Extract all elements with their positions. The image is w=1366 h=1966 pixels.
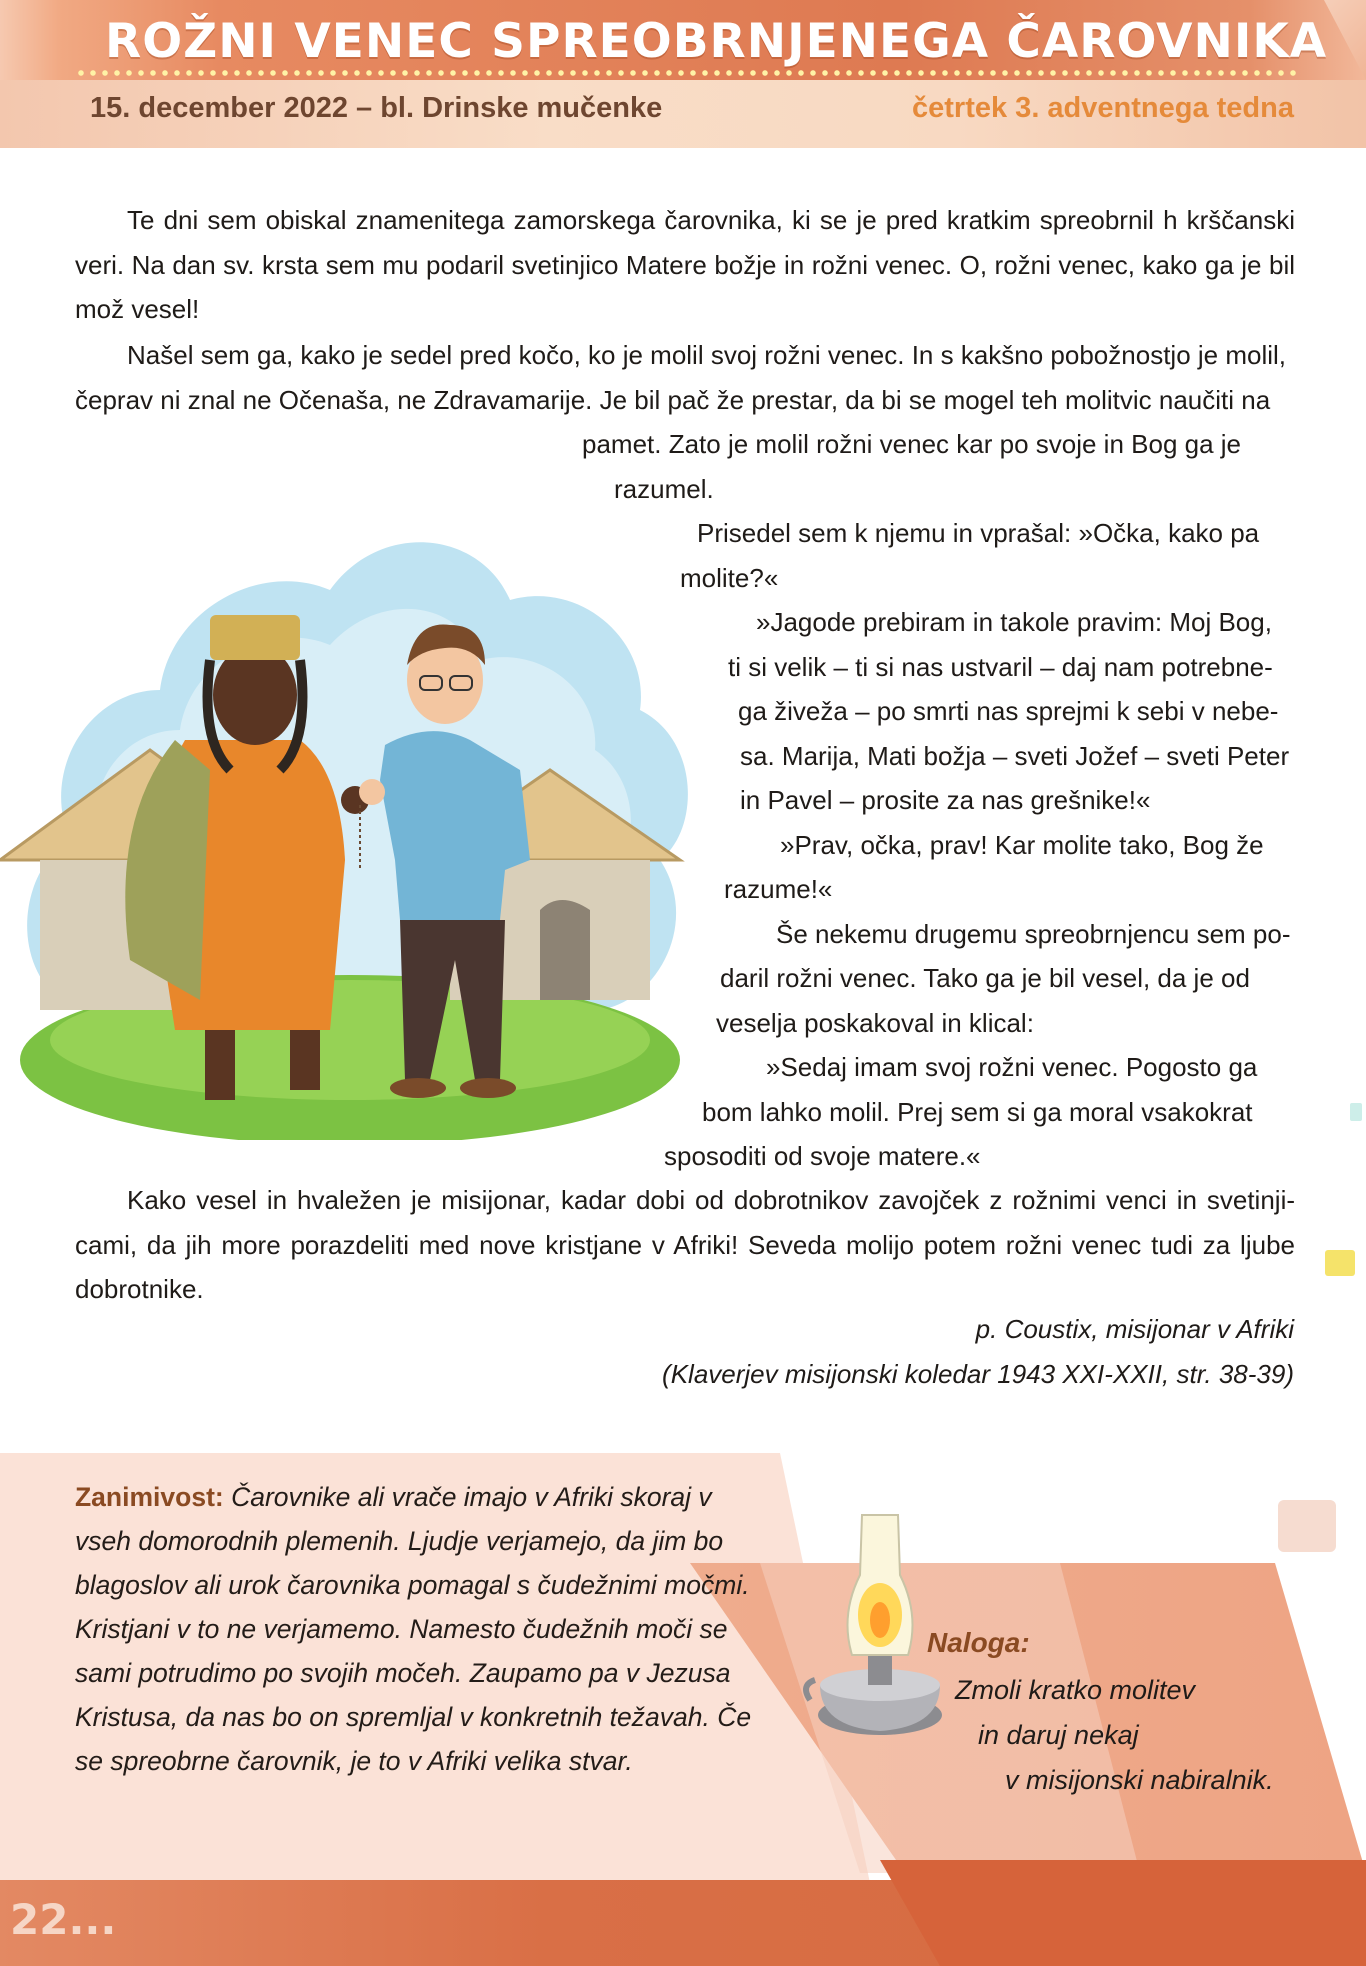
story-line: čeprav ni znal ne Očenaša, ne Zdravamarije. Je bil pač že prestar, da bi se mogel teh molitvic naučiti na — [75, 385, 1271, 415]
story-line: in Pavel – prosite za nas grešnike!« — [740, 785, 1151, 815]
story-line: ga živeža – po smrti nas sprejmi k sebi v nebe- — [738, 696, 1279, 726]
liturgical-day-label: četrtek 3. adventnega tedna — [912, 92, 1294, 124]
story-line: »Prav, očka, prav! Kar molite tako, Bog že — [780, 830, 1264, 860]
story-line: pamet. Zato je molil rožni venec kar po svoje in Bog ga je — [582, 429, 1242, 459]
story-line: veselja poskakoval in klical: — [716, 1008, 1034, 1038]
decorative-square — [1350, 1103, 1362, 1121]
missionary-and-sorcerer-illustration — [0, 440, 700, 1140]
story-line: razume!« — [724, 874, 833, 904]
naloga-label: Naloga: — [927, 1627, 1030, 1658]
date-label: 15. december 2022 – bl. Drinske mučenke — [90, 92, 663, 124]
page-title: ROŽNI VENEC SPREOBRNJENEGA ČAROVNIKA — [105, 14, 1328, 69]
story-line: molite?« — [680, 563, 779, 593]
source-citation: (Klaverjev misijonski koledar 1943 XXI-XXII, str. 38-39) — [662, 1359, 1294, 1389]
story-line: razumel. — [614, 474, 714, 504]
title-dotted-underline — [75, 70, 1300, 76]
story-line: Prisedel sem k njemu in vprašal: »Očka, kako pa — [697, 518, 1260, 548]
naloga-line: v misijonski nabiralnik. — [1005, 1765, 1274, 1795]
story-line: Še nekemu drugemu spreobrnjencu sem po- — [776, 919, 1291, 949]
zanimivost-text: Čarovnike ali vrače imajo v Afriki skoraj v vseh domorodnih plemenih. Ljudje verjamejo, da jim bo blagoslov ali urok čarovnika pomagal s čudežnimi močmi. Kristjani v to ne verjamemo. Namesto čudežnih moči se sami potrudimo po svojih močeh. Zaupamo pa v Jezusa Kristusa, da nas bo on spremljal v konkretnih težavah. Če se spreobrne čarovnik, je to v Afriki velika stvar. — [75, 1482, 752, 1776]
naloga-line: in daruj nekaj — [978, 1720, 1139, 1750]
story-line: daril rožni venec. Tako ga je bil vesel, da je od — [720, 963, 1250, 993]
story-line: sposoditi od svoje matere.« — [664, 1141, 981, 1171]
author-signature: p. Coustix, misijonar v Afriki — [975, 1314, 1294, 1344]
story-paragraph-1: Te dni sem obiskal znamenitega zamorskega čarovnika, ki se je pred kratkim spreobrnil h krščanski veri. Na dan sv. krsta sem mu podaril svetinjico Matere božje in rožni venec. O, rožni venec, kako ga je bil mož vesel! — [75, 205, 1295, 324]
zanimivost-label: Zanimivost: — [75, 1482, 224, 1512]
story-paragraph-closing: Kako vesel in hvaležen je misijonar, kadar dobi od dobrotnikov zavojček z rožnimi venci in svetinji-cami, da jih more porazdeliti med nove kristjane v Afriki! Seveda molijo potem rožni venec tudi za ljube dobrotnike. — [75, 1185, 1295, 1304]
naloga-line: Zmoli kratko molitev — [955, 1675, 1196, 1705]
footer-tab — [880, 1860, 1366, 1966]
story-line: Našel sem ga, kako je sedel pred kočo, ko je molil svoj rožni venec. In s kakšno pobožnostjo je molil, — [127, 340, 1287, 370]
decorative-square — [1325, 1250, 1355, 1276]
story-line: »Sedaj imam svoj rožni venec. Pogosto ga — [766, 1052, 1258, 1082]
oil-lamp-icon — [800, 1505, 950, 1745]
zanimivost-box — [75, 1475, 765, 1783]
decorative-square — [1278, 1500, 1336, 1552]
story-line: »Jagode prebiram in takole pravim: Moj Bog, — [756, 607, 1272, 637]
page-header — [0, 0, 1366, 148]
story-line: sa. Marija, Mati božja – sveti Jožef – sveti Peter — [740, 741, 1290, 771]
story-line: ti si velik – ti si nas ustvaril – daj nam potrebne- — [728, 652, 1273, 682]
story-line: bom lahko molil. Prej sem si ga moral vsakokrat — [702, 1097, 1253, 1127]
page-number: 22... — [10, 1895, 117, 1944]
